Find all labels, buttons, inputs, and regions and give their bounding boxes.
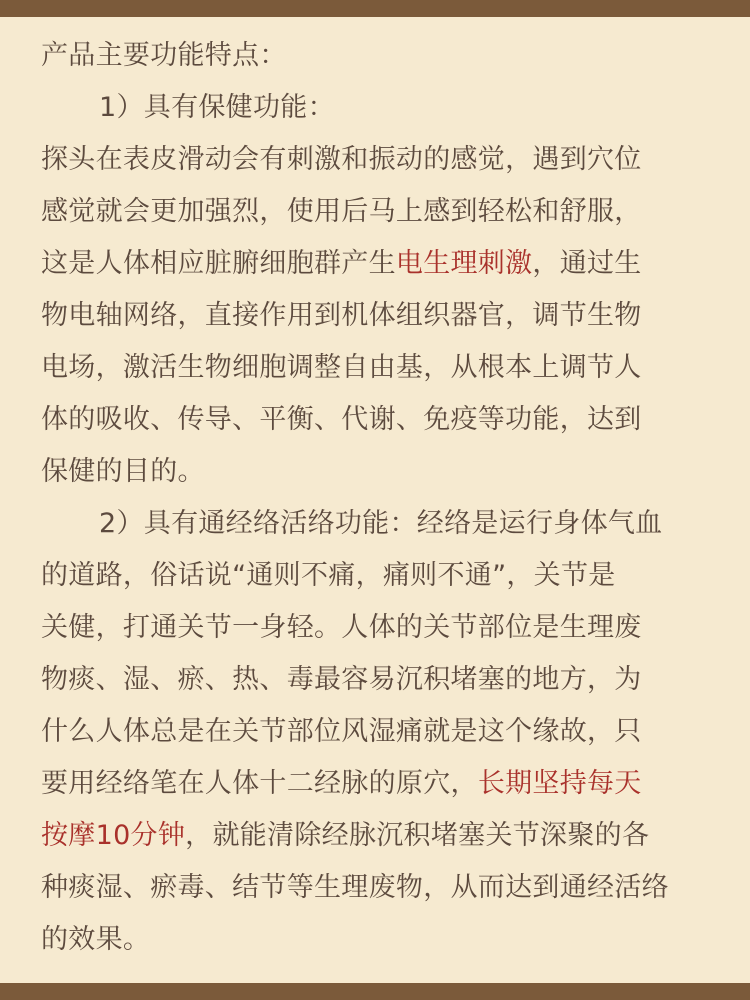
item-1-heading: 1）具有保健功能： (99, 92, 335, 123)
paragraph-line (41, 758, 721, 810)
highlighted-text: 按摩10分钟 (41, 820, 186, 851)
paragraph-line: 关健，打通关节一身轻。人体的关节部位是生理废 (41, 612, 642, 643)
top-border (0, 0, 750, 17)
item-2-heading: 2）具有通经络活络功能：经络是运行身体气血 (99, 508, 663, 539)
paragraph-line: 物电轴网络，直接作用到机体组织器官，调节生物 (41, 300, 642, 331)
section-heading: 产品主要功能特点： (41, 40, 287, 71)
paragraph-line: 体的吸收、传导、平衡、代谢、免疫等功能，达到 (41, 404, 642, 435)
paragraph-line (41, 238, 721, 290)
text-segment: ，就能清除经脉沉积堵塞关节深聚的各 (185, 820, 650, 851)
paragraph-line: 的道路，俗话说“通则不痛，痛则不通”，关节是 (41, 560, 616, 591)
paragraph-line: 探头在表皮滑动会有刺激和振动的感觉，遇到穴位 (41, 144, 642, 175)
text-segment: 这是人体相应脏腑细胞群产生 (41, 248, 396, 279)
highlighted-text: 长期坚持每天 (477, 768, 642, 799)
product-features-text (41, 30, 721, 966)
paragraph-line: 保健的目的。 (41, 456, 205, 487)
bottom-border (0, 983, 750, 1000)
paragraph-line: 种痰湿、瘀毒、结节等生理废物，从而达到通经活络 (41, 872, 669, 903)
paragraph-line: 物痰、湿、瘀、热、毒最容易沉积堵塞的地方，为 (41, 664, 642, 695)
paragraph-line: 什么人体总是在关节部位风湿痛就是这个缘故，只 (41, 716, 642, 747)
paragraph-line (41, 810, 721, 862)
paragraph-line: 感觉就会更加强烈，使用后马上感到轻松和舒服， (41, 196, 642, 227)
text-segment: 要用经络笔在人体十二经脉的原穴， (41, 768, 478, 799)
highlighted-text: 电生理刺激 (395, 248, 533, 279)
paragraph-line: 的效果。 (41, 924, 151, 955)
text-segment: ，通过生 (532, 248, 642, 279)
paragraph-line: 电场，激活生物细胞调整自由基，从根本上调节人 (41, 352, 642, 383)
